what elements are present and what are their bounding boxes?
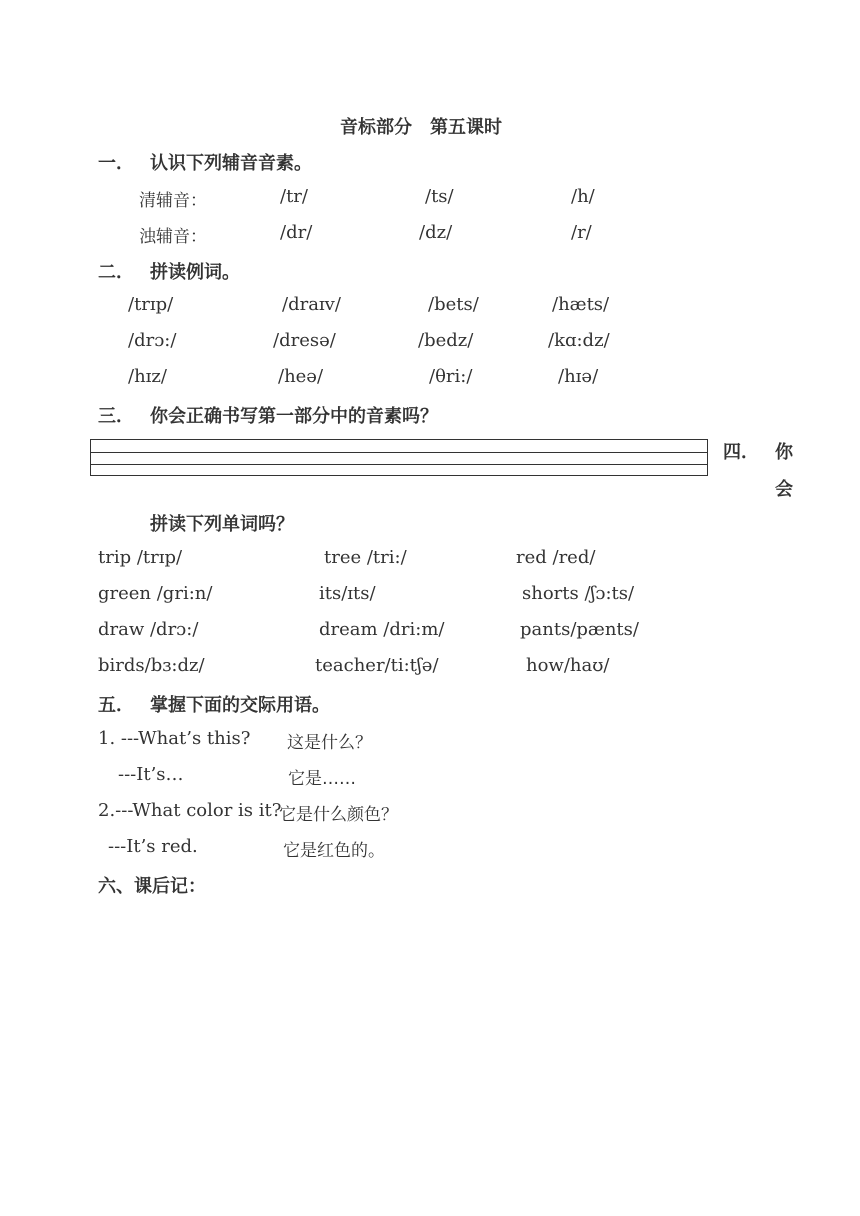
section-3-heading: 你会正确书写第一部分中的音素吗？ bbox=[150, 406, 438, 427]
word-item: birds/bɜ:dz/ bbox=[98, 655, 205, 676]
writing-line bbox=[91, 464, 707, 465]
example-word: /trɪp/ bbox=[128, 294, 174, 315]
example-word: /draɪv/ bbox=[282, 294, 341, 315]
dialog-chinese: 这是什么？ bbox=[287, 733, 372, 753]
example-word: /bedz/ bbox=[418, 330, 474, 351]
dialog-chinese: 它是什么颜色？ bbox=[279, 805, 398, 825]
dialog-english: ---It’s… bbox=[118, 764, 184, 785]
word-item: its/ɪts/ bbox=[319, 583, 376, 604]
example-word: /heə/ bbox=[278, 366, 324, 387]
example-word: /dresə/ bbox=[273, 330, 336, 351]
phoneme-item: /dz/ bbox=[419, 222, 453, 243]
section-1-heading: 认识下列辅音音素。 bbox=[150, 153, 312, 174]
section-2-number: 二． bbox=[98, 262, 134, 283]
word-item: green /gri:n/ bbox=[98, 583, 213, 604]
example-word: /kɑ:dz/ bbox=[548, 330, 610, 351]
section-2-heading: 拼读例词。 bbox=[150, 262, 240, 283]
word-item: shorts /ʃɔ:ts/ bbox=[522, 583, 635, 604]
section-4-heading: 拼读下列单词吗？ bbox=[150, 514, 294, 535]
example-word: /hɪə/ bbox=[558, 366, 599, 387]
section-6-heading: 六、课后记： bbox=[98, 876, 206, 897]
dialog-chinese: 它是红色的。 bbox=[283, 841, 385, 861]
section-4-char-2: 会 bbox=[775, 479, 793, 500]
section-1-number: 一． bbox=[98, 153, 134, 174]
page-title: 音标部分 第五课时 bbox=[340, 117, 502, 138]
word-item: red /red/ bbox=[516, 547, 596, 568]
dialog-english: ---It’s red. bbox=[108, 836, 198, 857]
section-5-number: 五． bbox=[98, 695, 134, 716]
word-item: pants/pænts/ bbox=[520, 619, 639, 640]
voiceless-label: 清辅音： bbox=[139, 191, 207, 211]
word-item: draw /drɔ:/ bbox=[98, 619, 199, 640]
section-3-number: 三． bbox=[98, 406, 134, 427]
phoneme-item: /tr/ bbox=[280, 186, 308, 207]
example-word: /drɔ:/ bbox=[128, 330, 177, 351]
voiced-label: 浊辅音： bbox=[139, 227, 207, 247]
phoneme-item: /dr/ bbox=[280, 222, 313, 243]
example-word: /hæts/ bbox=[552, 294, 610, 315]
word-item: teacher/ti:tʃə/ bbox=[315, 655, 439, 676]
section-4-number: 四． bbox=[723, 442, 759, 463]
phoneme-item: /ts/ bbox=[425, 186, 454, 207]
word-item: tree /tri:/ bbox=[324, 547, 407, 568]
dialog-chinese: 它是…… bbox=[288, 769, 356, 789]
section-4-char-1: 你 bbox=[775, 442, 793, 463]
phoneme-item: /r/ bbox=[571, 222, 592, 243]
word-item: how/haʊ/ bbox=[526, 655, 610, 676]
dialog-english: 2.---What color is it? bbox=[98, 800, 282, 821]
section-5-heading: 掌握下面的交际用语。 bbox=[150, 695, 330, 716]
handwriting-lines[interactable] bbox=[90, 439, 708, 476]
example-word: /hɪz/ bbox=[128, 366, 167, 387]
example-word: /bets/ bbox=[428, 294, 479, 315]
dialog-english: 1. ---What’s this? bbox=[98, 728, 251, 749]
writing-line bbox=[91, 452, 707, 453]
word-item: trip /trɪp/ bbox=[98, 547, 183, 568]
example-word: /θri:/ bbox=[429, 366, 473, 387]
phoneme-item: /h/ bbox=[571, 186, 595, 207]
word-item: dream /dri:m/ bbox=[319, 619, 445, 640]
